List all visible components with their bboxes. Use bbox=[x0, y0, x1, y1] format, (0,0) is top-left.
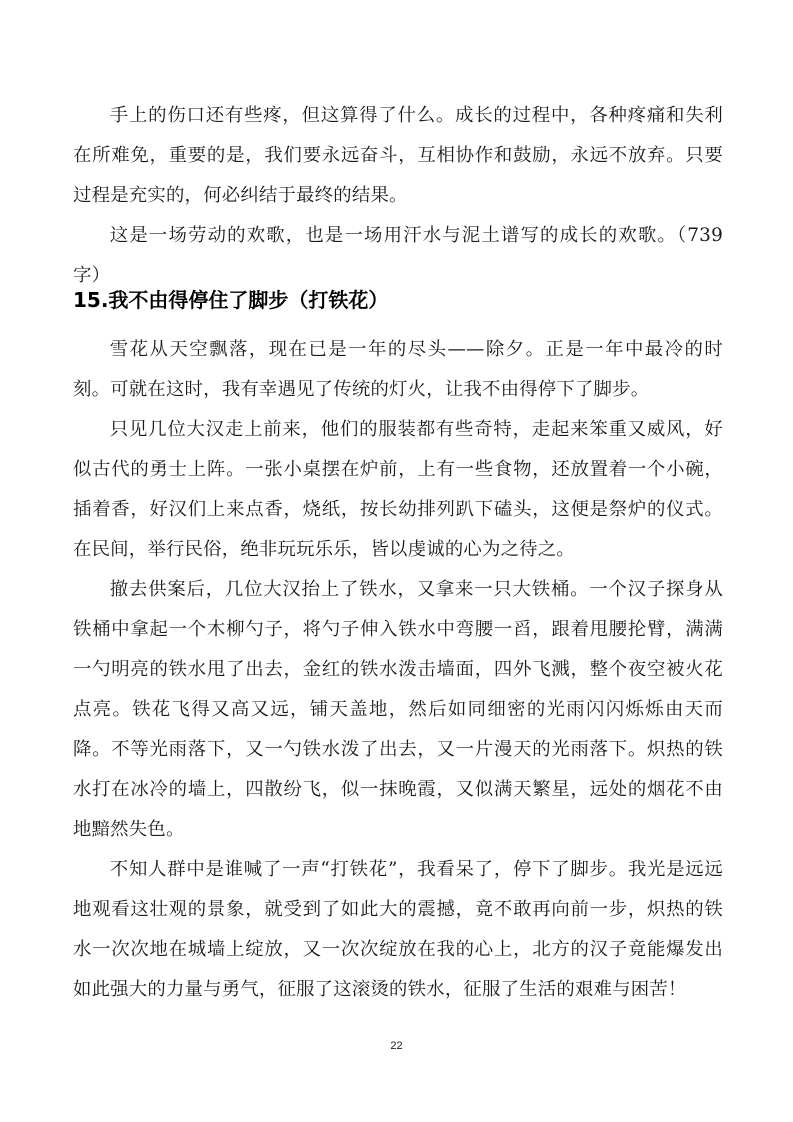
paragraph: 手上的伤口还有些疼，但这算得了什么。成长的过程中，各种疼痛和失利在所难免，重要的是，我们要永远奋斗，互相协作和鼓励，永远不放弃。只要过程是充实的，何必纠结于最终的结果。 bbox=[73, 105, 723, 206]
paragraph: 不知人群中是谁喊了一声“打铁花”，我看呆了，停下了脚步。我光是远远地观看这壮观的景象，就受到了如此大的震撼，竟不敢再向前一步，炽热的铁水一次次地在城墙上绽放，又一次次绽放在我的心上，北方的汉子竟能爆发出如此强大的力量与勇气，征服了这滚烫的铁水，征服了生活的艰难与困苦！ bbox=[73, 859, 723, 1000]
paragraph: 雪花从天空飘落，现在已是一年的尽头——除夕。正是一年中最冷的时刻。可就在这时，我有幸遇见了传统的灯火，让我不由得停下了脚步。 bbox=[73, 339, 723, 400]
section-text-block bbox=[73, 330, 723, 1010]
page-number: 22 bbox=[390, 1040, 403, 1052]
paragraph: 撤去供案后，几位大汉抬上了铁水，又拿来一只大铁桶。一个汉子探身从铁桶中拿起一个木柳勺子，将勺子伸入铁水中弯腰一舀，跟着甩腰抡臂，满满一勺明亮的铁水甩了出去，金红的铁水泼击墙面，四外飞溅，整个夜空被火花点亮。铁花飞得又高又远，铺天盖地，然后如同细密的光雨闪闪烁烁由天而降。不等光雨落下，又一勺铁水泼了出去，又一片漫天的光雨落下。炽热的铁水打在冰冷的墙上，四散纷飞，似一抹晚霞，又似满天繁星，远处的烟花不由地黯然失色。 bbox=[73, 579, 723, 840]
paragraph: 只见几位大汉走上前来，他们的服装都有些奇特，走起来笨重又威风，好似古代的勇士上阵。一张小桌摆在炉前，上有一些食物，还放置着一个小碗，插着香，好汉们上来点香，烧纸，按长幼排列趴下磕头，这便是祭炉的仪式。在民间，举行民俗，绝非玩玩乐乐，皆以虔诚的心为之待之。 bbox=[73, 419, 723, 560]
intro-text-block bbox=[73, 96, 723, 296]
paragraph: 这是一场劳动的欢歌，也是一场用汗水与泥土谱写的成长的欢歌。（739 字） bbox=[73, 225, 723, 286]
section-heading: 15.我不由得停住了脚步（打铁花） bbox=[73, 288, 389, 312]
